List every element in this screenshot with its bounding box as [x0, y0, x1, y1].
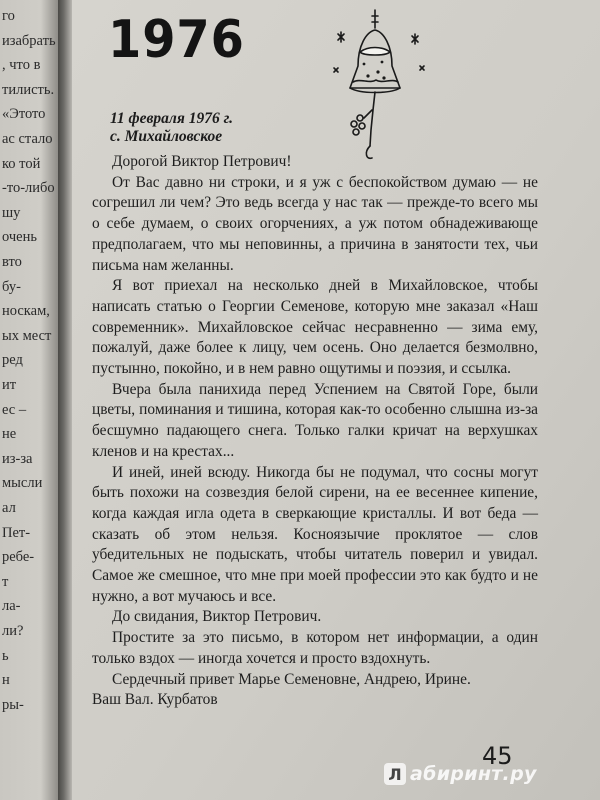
watermark-text: абиринт.ру	[410, 763, 537, 785]
facing-page-fragment: из-за	[2, 450, 33, 467]
letter-paragraph: От Вас давно ни строки, и я уж с беспокойством думаю — не согрешил ли чем? Это ведь всегда у нас так — прежде-то всего мы о себе думаем, о своих огорчениях, а уж потом обнадеживающе предполагаем, что мы неповинны, а причина в занятости тех, чьи письма нам желанны.	[92, 173, 538, 274]
facing-page-fragment: ых мест	[2, 327, 52, 344]
facing-page-fragment: го	[2, 8, 15, 24]
facing-page-fragment: тилисть.	[2, 81, 55, 98]
watermark-logo-icon: Л	[384, 763, 406, 785]
facing-page-fragment: шу	[2, 204, 21, 221]
facing-page-fragment: вто	[2, 254, 22, 270]
facing-page-fragment: ред	[2, 352, 23, 369]
letter-signature: Ваш Вал. Курбатов	[92, 691, 218, 709]
letter-salutation: Дорогой Виктор Петрович!	[112, 153, 292, 170]
facing-page-edge	[0, 0, 58, 800]
bell-illustration	[320, 6, 470, 166]
facing-page-fragment: н	[2, 672, 10, 689]
watermark	[384, 763, 537, 785]
book-page	[72, 0, 600, 800]
letter-place: с. Михайловское	[110, 128, 223, 145]
facing-page-fragment: «Этото	[2, 106, 46, 123]
facing-page-fragment: ал	[2, 500, 16, 516]
facing-page-fragment: ит	[2, 377, 17, 393]
letter-paragraph: Я вот приехал на несколько дней в Михайловское, чтобы написать статью о Георгии Семенове, которую мне заказал «Наш современник». Михайловское сейчас несравненно — зима ему, пожалуй, даже более к лицу, чем осень. Оно делается безмолвно, пустынно, покойно, и в нем равно ощутимы и поэзия, и ссылка.	[92, 277, 538, 378]
facing-page-fragment: , что в	[2, 57, 41, 74]
letter-date: 11 февраля 1976 г.	[110, 110, 234, 127]
letter-paragraph: Простите за это письмо, в котором нет информации, а один только вздох — иногда хочется и просто вздохнуть.	[92, 629, 538, 667]
facing-page-fragment: т	[2, 573, 9, 590]
facing-page-fragment: Пет-	[2, 524, 31, 541]
letter-paragraph: До свидания, Виктор Петрович.	[112, 608, 322, 626]
chapter-year-heading: 1976	[108, 10, 245, 70]
facing-page-fragment: бу-	[2, 278, 21, 295]
facing-page-fragment: мысли	[2, 475, 43, 492]
letter-paragraph: И иней, иней всюду. Никогда бы не подумал, что сосны могут быть похожи на созвездия белой сирени, на ее весеннее кипение, когда каждая игла одета в сверкающие кристаллы. И вот беда — сказать об этом нельзя. Косноязычие проклятое — слов убедительных не подыскать, чтобы читатель поверил и увидал. Самое же смешное, что мне при моей профессии это как будто и не нужно, а вот мучаюсь и все.	[92, 463, 538, 605]
letter-body	[92, 152, 538, 711]
facing-page-fragment: не	[2, 426, 17, 443]
facing-page-fragment: носкам,	[2, 303, 50, 320]
facing-page-fragment: ес –	[2, 401, 27, 418]
facing-page-fragment: изабрать	[2, 32, 56, 49]
facing-page-fragment: ли?	[2, 623, 24, 639]
facing-page-fragment: ры-	[2, 696, 24, 713]
facing-page-fragment: ла-	[2, 598, 21, 615]
facing-page-fragment: ас стало	[2, 131, 53, 147]
facing-page-fragment: ребе-	[2, 549, 35, 566]
letter-paragraph: Сердечный привет Марье Семеновне, Андрею, Ирине.	[112, 670, 471, 688]
book-gutter	[58, 0, 72, 800]
facing-page-fragment: ко той	[2, 155, 41, 172]
page-number: 45	[482, 742, 513, 770]
letter-paragraph: Вчера была панихида перед Успением на Святой Горе, были цветы, поминания и тишина, которая как-то особенно слышна из-за бесшумно падающего снега. Только галки кричат на верхушках кленов и на крестах...	[92, 380, 538, 460]
facing-page-fragment: -то-либо	[2, 180, 55, 197]
facing-page-fragment: очень	[2, 229, 37, 246]
facing-page-fragment: ь	[2, 647, 9, 664]
